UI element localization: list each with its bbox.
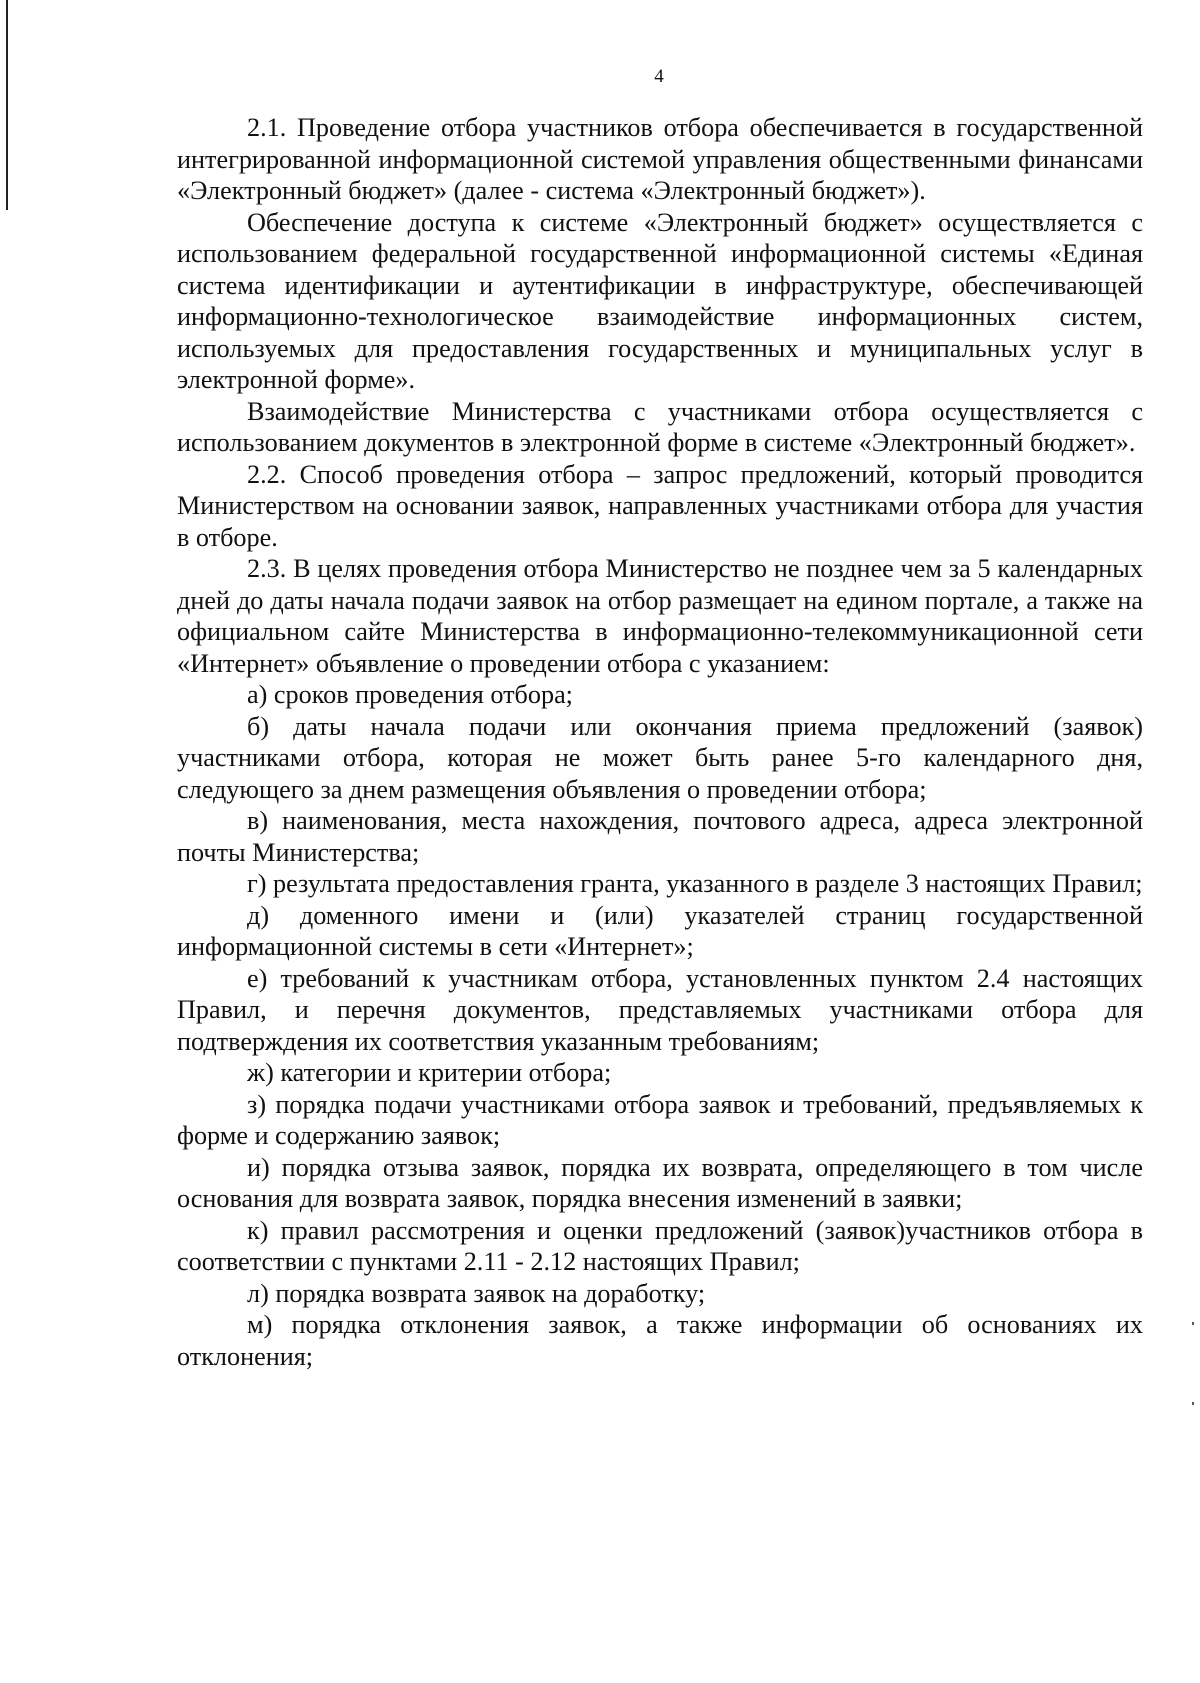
paragraph-2-1: 2.1. Проведение отбора участников отбора обеспечивается в государственной интегрированной информационной системой управления общественными финансами «Электронный бюджет» (далее - система «Электронный бюджет»). [177, 113, 1143, 205]
list-item-i: и) порядка отзыва заявок, порядка их возврата, определяющего в том числе основания для возврата заявок, порядка внесения изменений в заявки; [177, 1152, 1143, 1213]
list-item-g: г) результата предоставления гранта, указанного в разделе 3 настоящих Правил; [247, 869, 1143, 898]
paragraph-2-2: 2.2. Способ проведения отбора – запрос предложений, который проводится Министерством на основании заявок, направленных участниками отбора для участия в отборе. [177, 459, 1143, 552]
list-item-v: в) наименования, места нахождения, почтового адреса, адреса электронной почты Министерства; [177, 806, 1143, 867]
list-item-m: м) порядка отклонения заявок, а также информации об основаниях их отклонения; [177, 1310, 1143, 1371]
list-item-l: л) порядка возврата заявок на доработку; [247, 1278, 706, 1308]
document-body [177, 112, 1143, 1372]
paragraph-interaction: Взаимодействие Министерства с участниками отбора осуществляется с использованием документов в электронной форме в системе «Электронный бюджет». [177, 396, 1143, 457]
scan-speck [1192, 1322, 1194, 1325]
paragraph-2-3: 2.3. В целях проведения отбора Министерство не позднее чем за 5 календарных дней до даты начала подачи заявок на отбор размещает на едином портале, а также на официальном сайте Министерства в информационно-телекоммуникационной сети «Интернет» объявление о проведении отбора с указанием: [177, 554, 1143, 678]
scan-edge-line [6, 0, 8, 210]
list-item-a: а) сроков проведения отбора; [247, 680, 573, 709]
paragraph-access: Обеспечение доступа к системе «Электронный бюджет» осуществляется с использованием федеральной государственной информационной системы «Единая система идентификации и аутентификации в инфраструктуре, обеспечивающей информационно-технологическое взаимодействие информационных систем, используемых для предоставления государственных и муниципальных услуг в электронной форме». [177, 207, 1143, 394]
list-item-zh: ж) категории и критерии отбора; [247, 1058, 612, 1087]
page-number: 4 [654, 66, 664, 87]
list-item-k: к) правил рассмотрения и оценки предложений (заявок)участников отбора в соответствии с пунктами 2.11 - 2.12 настоящих Правил; [177, 1215, 1143, 1276]
list-item-b: б) даты начала подачи или окончания приема предложений (заявок) участниками отбора, которая не может быть ранее 5-го календарного дня, следующего за днем размещения объявления о проведении отбора; [177, 711, 1143, 804]
list-item-e: е) требований к участникам отбора, установленных пунктом 2.4 настоящих Правил, и перечня документов, представляемых участниками отбора для подтверждения их соответствия указанным требованиям; [177, 963, 1143, 1056]
list-item-d: д) доменного имени и (или) указателей страниц государственной информационной системы в сети «Интернет»; [177, 900, 1143, 961]
list-item-z: з) порядка подачи участниками отбора заявок и требований, предъявляемых к форме и содержанию заявок; [177, 1089, 1143, 1150]
scan-speck [1192, 1402, 1194, 1405]
